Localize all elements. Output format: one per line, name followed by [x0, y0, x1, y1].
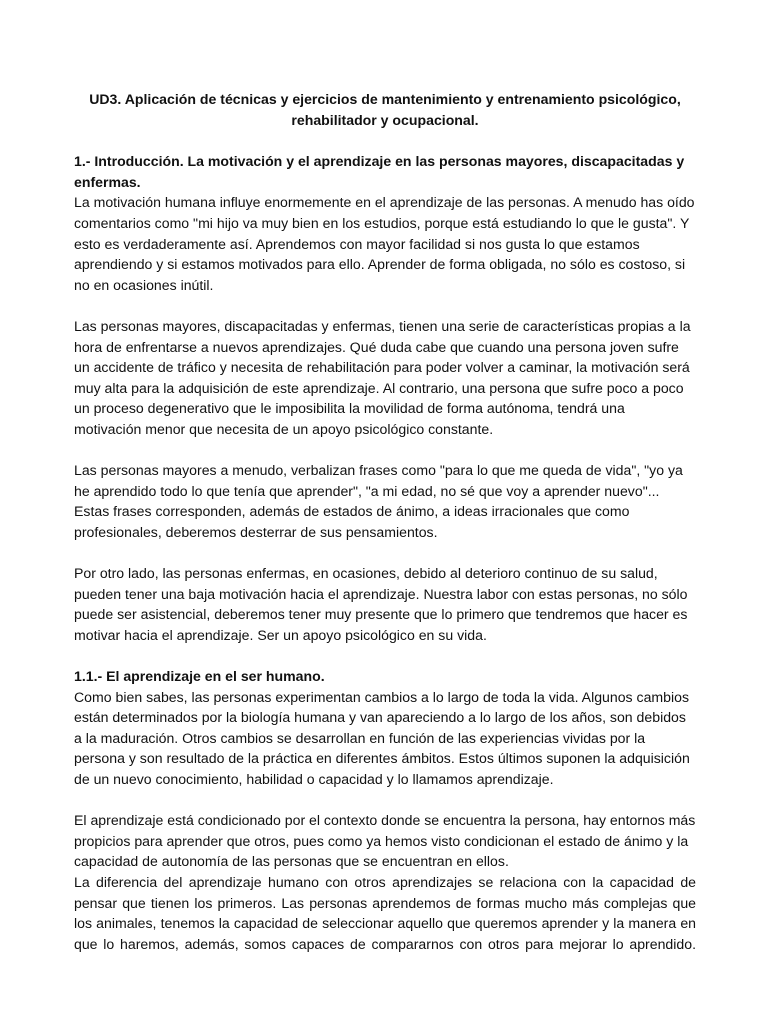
paragraph-frases-personas-mayores: Las personas mayores a menudo, verbalizan frases como "para lo que me queda de vida", "yo ya he aprendido todo lo que tenía que aprender", "a mi edad, no sé que voy a aprender nuevo"... Estas frases corresponden, además de estados de ánimo, a ideas irracionales que como profesionales, deberemos desterrar de sus pensamientos. [74, 462, 683, 540]
paragraph-diferencia-aprendizaje: La diferencia del aprendizaje humano con otros aprendizajes se relaciona con la capacidad de pensar que tienen los primeros. Las personas aprendemos de formas mucho más complejas que los animales, tenemos la capacidad de seleccionar aquello que queremos aprender y la manera en que lo haremos, además, somos capaces de compararnos con otros para mejorar lo aprendido. [74, 873, 696, 952]
section-heading-aprendizaje: 1.1.- El aprendizaje en el ser humano. [74, 668, 325, 685]
document-title-line-2: rehabilitador y ocupacional. [291, 111, 479, 128]
paragraph-cambios-vida: Como bien sabes, las personas experimentan cambios a lo largo de toda la vida. Algunos cambios están determinados por la biología humana y van apareciendo a lo largo de los años, son debidos a la maduración. Otros cambios se desarrollan en función de las experiencias vividas por la persona y son resultado de la práctica en diferentes ámbitos. Estos últimos suponen la adquisición de un nuevo conocimiento, habilidad o capacidad y lo llamamos aprendizaje. [74, 688, 690, 787]
section-introduccion [74, 151, 696, 645]
document-page [74, 89, 696, 954]
paragraph-motivacion-humana: La motivación humana influye enormemente en el aprendizaje de las personas. A menudo has oído comentarios como "mi hijo va muy bien en los estudios, porque está estudiando lo que le gusta". Y esto es verdaderamente así. Aprendemos con mayor facilidad si nos gusta lo que estamos aprendiendo y si estamos motivados para ello. Aprender de forma obligada, no sólo es costoso, si no en ocasiones inútil. [74, 194, 695, 293]
paragraph-personas-enfermas: Por otro lado, las personas enfermas, en ocasiones, debido al deterioro continuo de su salud, pueden tener una baja motivación hacia el aprendizaje. Nuestra labor con estas personas, no sólo puede ser asistencial, deberemos tener muy presente que lo primero que tendremos que hacer es motivar hacia el aprendizaje. Ser un apoyo psicológico en su vida. [74, 565, 688, 643]
section-heading-introduccion: 1.- Introducción. La motivación y el aprendizaje en las personas mayores, discapacitadas y enfermas. [74, 153, 685, 190]
document-title [74, 89, 696, 130]
section-aprendizaje-ser-humano [74, 666, 696, 954]
document-title-line-1: UD3. Aplicación de técnicas y ejercicios de mantenimiento y entrenamiento psicológico, [89, 91, 681, 107]
paragraph-contexto-aprendizaje: El aprendizaje está condicionado por el contexto donde se encuentra la persona, hay entornos más propicios para aprender que otros, pues como ya hemos visto condicionan el estado de ánimo y la capacidad de autonomía de las personas que se encuentran en ellos. [74, 812, 696, 870]
paragraph-personas-mayores-caracteristicas: Las personas mayores, discapacitadas y enfermas, tienen una serie de características propias a la hora de enfrentarse a nuevos aprendizajes. Qué duda cabe que cuando una persona joven sufre un accidente de tráfico y necesita de rehabilitación para poder volver a caminar, la motivación será muy alta para la adquisición de este aprendizaje. Al contrario, una persona que sufre poco a poco un proceso degenerativo que le imposibilita la movilidad de forma autónoma, tendrá una motivación menor que necesita de un apoyo psicológico constante. [74, 317, 691, 437]
